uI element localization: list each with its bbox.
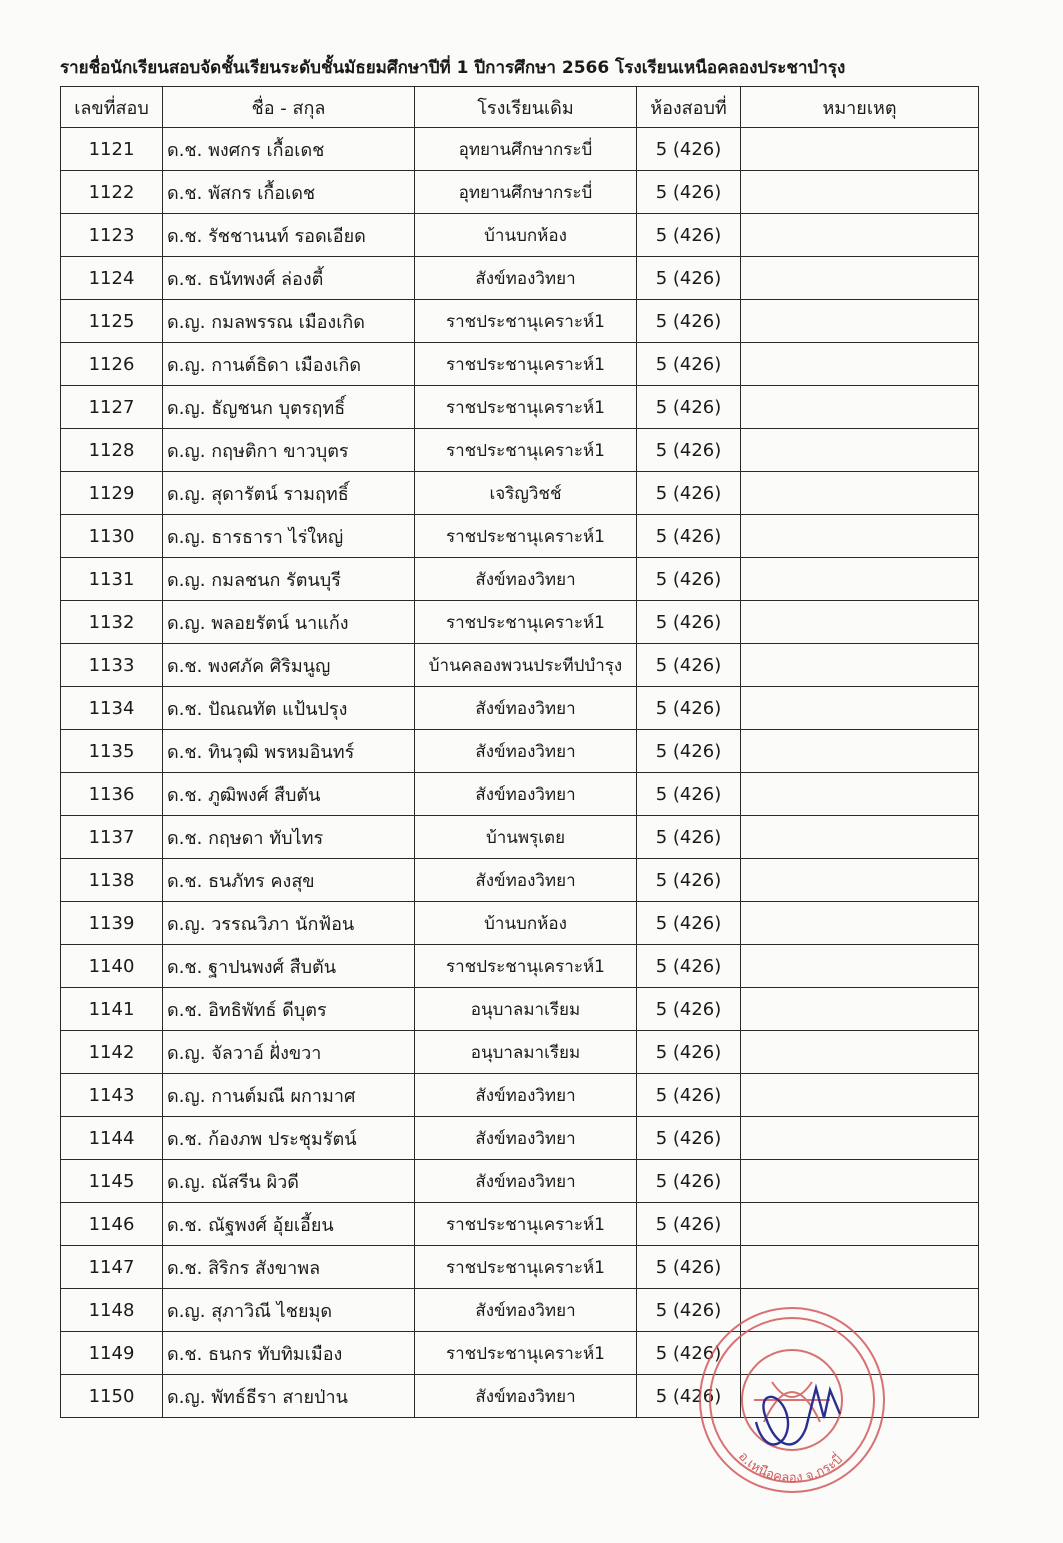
exam-number-cell: 1129 bbox=[61, 472, 163, 515]
student-name-cell: ด.ช. อิทธิพัทธ์ ดีบุตร bbox=[163, 988, 415, 1031]
remarks-cell bbox=[741, 558, 979, 601]
table-row bbox=[61, 472, 979, 515]
remarks-cell bbox=[741, 816, 979, 859]
exam-number-cell: 1135 bbox=[61, 730, 163, 773]
exam-room-cell: 5 (426) bbox=[637, 601, 741, 644]
exam-number-cell: 1141 bbox=[61, 988, 163, 1031]
exam-number-cell: 1127 bbox=[61, 386, 163, 429]
previous-school-cell: ราชประชานุเคราะห์1 bbox=[415, 300, 637, 343]
previous-school-cell: เจริญวิชช์ bbox=[415, 472, 637, 515]
table-row bbox=[61, 171, 979, 214]
previous-school-cell: ราชประชานุเคราะห์1 bbox=[415, 1203, 637, 1246]
student-name-cell: ด.ช. พงศภัค ศิริมนูญ bbox=[163, 644, 415, 687]
table-row bbox=[61, 1117, 979, 1160]
stamp-text bbox=[735, 1449, 846, 1486]
remarks-cell bbox=[741, 1246, 979, 1289]
exam-number-cell: 1131 bbox=[61, 558, 163, 601]
previous-school-cell: ราชประชานุเคราะห์1 bbox=[415, 601, 637, 644]
previous-school-cell: สังข์ทองวิทยา bbox=[415, 1074, 637, 1117]
exam-room-cell: 5 (426) bbox=[637, 1160, 741, 1203]
table-row bbox=[61, 1031, 979, 1074]
student-name-cell: ด.ช. กฤษดา ทับไทร bbox=[163, 816, 415, 859]
previous-school-cell: บ้านบกห้อง bbox=[415, 902, 637, 945]
remarks-cell bbox=[741, 1074, 979, 1117]
exam-room-cell: 5 (426) bbox=[637, 214, 741, 257]
student-name-cell: ด.ญ. กฤษติกา ขาวบุตร bbox=[163, 429, 415, 472]
exam-room-cell: 5 (426) bbox=[637, 472, 741, 515]
student-name-cell: ด.ช. รัชชานนท์ รอดเอียด bbox=[163, 214, 415, 257]
remarks-cell bbox=[741, 472, 979, 515]
student-name-cell: ด.ญ. ธัญชนก บุตรฤทธิ์ bbox=[163, 386, 415, 429]
student-name-cell: ด.ญ. วรรณวิภา นักฟ้อน bbox=[163, 902, 415, 945]
student-name-cell: ด.ช. ภูฒิพงศ์ สืบตัน bbox=[163, 773, 415, 816]
remarks-cell bbox=[741, 988, 979, 1031]
exam-number-cell: 1132 bbox=[61, 601, 163, 644]
student-name-cell: ด.ญ. กานต์มณี ผกามาศ bbox=[163, 1074, 415, 1117]
header-exam-room: ห้องสอบที่ bbox=[637, 87, 741, 128]
table-row bbox=[61, 300, 979, 343]
remarks-cell bbox=[741, 515, 979, 558]
page-title: รายชื่อนักเรียนสอบจัดชั้นเรียนระดับชั้นมัธยมศึกษาปีที่ 1 ปีการศึกษา 2566 โรงเรียนเหนือคลองประชาบำรุง bbox=[60, 58, 846, 78]
exam-number-cell: 1136 bbox=[61, 773, 163, 816]
exam-room-cell: 5 (426) bbox=[637, 257, 741, 300]
exam-number-cell: 1130 bbox=[61, 515, 163, 558]
student-name-cell: ด.ญ. ธารธารา ไร่ใหญ่ bbox=[163, 515, 415, 558]
exam-number-cell: 1137 bbox=[61, 816, 163, 859]
exam-room-cell: 5 (426) bbox=[637, 1117, 741, 1160]
table-row bbox=[61, 214, 979, 257]
student-name-cell: ด.ญ. สุภาวิณี ไชยมุด bbox=[163, 1289, 415, 1332]
remarks-cell bbox=[741, 343, 979, 386]
student-name-cell: ด.ช. ธนัทพงศ์ ล่องตี้ bbox=[163, 257, 415, 300]
student-roster-table bbox=[60, 86, 979, 1418]
table-row bbox=[61, 1074, 979, 1117]
exam-room-cell: 5 (426) bbox=[637, 902, 741, 945]
exam-number-cell: 1148 bbox=[61, 1289, 163, 1332]
student-name-cell: ด.ช. ทินวุฒิ พรหมอินทร์ bbox=[163, 730, 415, 773]
exam-number-cell: 1150 bbox=[61, 1375, 163, 1418]
exam-number-cell: 1149 bbox=[61, 1332, 163, 1375]
exam-number-cell: 1134 bbox=[61, 687, 163, 730]
exam-room-cell: 5 (426) bbox=[637, 1203, 741, 1246]
header-remarks: หมายเหตุ bbox=[741, 87, 979, 128]
previous-school-cell: สังข์ทองวิทยา bbox=[415, 257, 637, 300]
table-row bbox=[61, 1246, 979, 1289]
table-row bbox=[61, 601, 979, 644]
remarks-cell bbox=[741, 386, 979, 429]
remarks-cell bbox=[741, 300, 979, 343]
exam-number-cell: 1147 bbox=[61, 1246, 163, 1289]
remarks-cell bbox=[741, 644, 979, 687]
previous-school-cell: อนุบาลมาเรียม bbox=[415, 988, 637, 1031]
exam-number-cell: 1146 bbox=[61, 1203, 163, 1246]
header-previous-school: โรงเรียนเดิม bbox=[415, 87, 637, 128]
exam-room-cell: 5 (426) bbox=[637, 1289, 741, 1332]
remarks-cell bbox=[741, 945, 979, 988]
exam-room-cell: 5 (426) bbox=[637, 128, 741, 171]
table-row bbox=[61, 558, 979, 601]
table-row bbox=[61, 429, 979, 472]
exam-room-cell: 5 (426) bbox=[637, 429, 741, 472]
exam-number-cell: 1139 bbox=[61, 902, 163, 945]
student-name-cell: ด.ญ. พลอยรัตน์ นาแก้ง bbox=[163, 601, 415, 644]
table-row bbox=[61, 687, 979, 730]
table-row bbox=[61, 343, 979, 386]
previous-school-cell: ราชประชานุเคราะห์1 bbox=[415, 1246, 637, 1289]
previous-school-cell: ราชประชานุเคราะห์1 bbox=[415, 429, 637, 472]
student-name-cell: ด.ญ. สุดารัตน์ รามฤทธิ์ bbox=[163, 472, 415, 515]
remarks-cell bbox=[741, 601, 979, 644]
remarks-cell bbox=[741, 730, 979, 773]
exam-room-cell: 5 (426) bbox=[637, 1375, 741, 1418]
previous-school-cell: สังข์ทองวิทยา bbox=[415, 1117, 637, 1160]
remarks-cell bbox=[741, 1031, 979, 1074]
table-row bbox=[61, 128, 979, 171]
student-name-cell: ด.ช. ธนกร ทับทิมเมือง bbox=[163, 1332, 415, 1375]
student-name-cell: ด.ช. ธนภัทร คงสุข bbox=[163, 859, 415, 902]
previous-school-cell: สังข์ทองวิทยา bbox=[415, 773, 637, 816]
stamp-text-path: อ.เหนือคลอง จ.กระบี่ bbox=[735, 1449, 846, 1487]
table-row bbox=[61, 257, 979, 300]
previous-school-cell: สังข์ทองวิทยา bbox=[415, 1160, 637, 1203]
table-row bbox=[61, 773, 979, 816]
exam-room-cell: 5 (426) bbox=[637, 558, 741, 601]
exam-room-cell: 5 (426) bbox=[637, 945, 741, 988]
exam-number-cell: 1128 bbox=[61, 429, 163, 472]
exam-room-cell: 5 (426) bbox=[637, 1074, 741, 1117]
table-row bbox=[61, 386, 979, 429]
exam-number-cell: 1142 bbox=[61, 1031, 163, 1074]
remarks-cell bbox=[741, 1160, 979, 1203]
exam-number-cell: 1123 bbox=[61, 214, 163, 257]
student-name-cell: ด.ช. พัสกร เกื้อเดช bbox=[163, 171, 415, 214]
student-name-cell: ด.ญ. กมลพรรณ เมืองเกิด bbox=[163, 300, 415, 343]
previous-school-cell: บ้านคลองพวนประทีปบำรุง bbox=[415, 644, 637, 687]
remarks-cell bbox=[741, 902, 979, 945]
table-row bbox=[61, 1203, 979, 1246]
exam-room-cell: 5 (426) bbox=[637, 730, 741, 773]
student-name-cell: ด.ญ. พัทธ์ธีรา สายป่าน bbox=[163, 1375, 415, 1418]
student-name-cell: ด.ช. ฐาปนพงศ์ สืบตัน bbox=[163, 945, 415, 988]
exam-number-cell: 1133 bbox=[61, 644, 163, 687]
school-seal-stamp bbox=[694, 1302, 890, 1498]
exam-room-cell: 5 (426) bbox=[637, 386, 741, 429]
previous-school-cell: ราชประชานุเคราะห์1 bbox=[415, 343, 637, 386]
exam-room-cell: 5 (426) bbox=[637, 515, 741, 558]
remarks-cell bbox=[741, 1117, 979, 1160]
remarks-cell bbox=[741, 687, 979, 730]
previous-school-cell: บ้านบกห้อง bbox=[415, 214, 637, 257]
previous-school-cell: บ้านพรุเตย bbox=[415, 816, 637, 859]
exam-number-cell: 1122 bbox=[61, 171, 163, 214]
previous-school-cell: อนุบาลมาเรียม bbox=[415, 1031, 637, 1074]
previous-school-cell: สังข์ทองวิทยา bbox=[415, 859, 637, 902]
student-name-cell: ด.ญ. จัลวาอ์ ฝั่งขวา bbox=[163, 1031, 415, 1074]
table-row bbox=[61, 859, 979, 902]
student-name-cell: ด.ช. ปัณณทัต แป้นปรุง bbox=[163, 687, 415, 730]
exam-room-cell: 5 (426) bbox=[637, 1031, 741, 1074]
header-exam-number: เลขที่สอบ bbox=[61, 87, 163, 128]
previous-school-cell: สังข์ทองวิทยา bbox=[415, 558, 637, 601]
remarks-cell bbox=[741, 257, 979, 300]
exam-room-cell: 5 (426) bbox=[637, 171, 741, 214]
previous-school-cell: อุทยานศึกษากระบี่ bbox=[415, 171, 637, 214]
table-header-row bbox=[61, 87, 979, 128]
exam-room-cell: 5 (426) bbox=[637, 687, 741, 730]
table-row bbox=[61, 644, 979, 687]
previous-school-cell: ราชประชานุเคราะห์1 bbox=[415, 945, 637, 988]
exam-room-cell: 5 (426) bbox=[637, 343, 741, 386]
previous-school-cell: สังข์ทองวิทยา bbox=[415, 1289, 637, 1332]
exam-room-cell: 5 (426) bbox=[637, 644, 741, 687]
student-name-cell: ด.ญ. กานต์ธิดา เมืองเกิด bbox=[163, 343, 415, 386]
student-name-cell: ด.ช. สิริกร สังขาพล bbox=[163, 1246, 415, 1289]
table-row bbox=[61, 515, 979, 558]
previous-school-cell: อุทยานศึกษากระบี่ bbox=[415, 128, 637, 171]
exam-number-cell: 1144 bbox=[61, 1117, 163, 1160]
exam-room-cell: 5 (426) bbox=[637, 816, 741, 859]
table-row bbox=[61, 902, 979, 945]
student-name-cell: ด.ญ. กมลชนก รัตนบุรี bbox=[163, 558, 415, 601]
table-row bbox=[61, 816, 979, 859]
exam-room-cell: 5 (426) bbox=[637, 773, 741, 816]
student-name-cell: ด.ช. ณัฐพงศ์ อุ้ยเอี้ยน bbox=[163, 1203, 415, 1246]
remarks-cell bbox=[741, 1203, 979, 1246]
header-full-name: ชื่อ - สกุล bbox=[163, 87, 415, 128]
previous-school-cell: ราชประชานุเคราะห์1 bbox=[415, 515, 637, 558]
previous-school-cell: ราชประชานุเคราะห์1 bbox=[415, 1332, 637, 1375]
table-row bbox=[61, 988, 979, 1031]
student-name-cell: ด.ญ. ณัสรีน ผิวดี bbox=[163, 1160, 415, 1203]
table-row bbox=[61, 945, 979, 988]
exam-number-cell: 1138 bbox=[61, 859, 163, 902]
previous-school-cell: สังข์ทองวิทยา bbox=[415, 1375, 637, 1418]
previous-school-cell: สังข์ทองวิทยา bbox=[415, 687, 637, 730]
exam-number-cell: 1125 bbox=[61, 300, 163, 343]
previous-school-cell: สังข์ทองวิทยา bbox=[415, 730, 637, 773]
exam-number-cell: 1143 bbox=[61, 1074, 163, 1117]
exam-number-cell: 1145 bbox=[61, 1160, 163, 1203]
remarks-cell bbox=[741, 214, 979, 257]
student-name-cell: ด.ช. พงศกร เกื้อเดช bbox=[163, 128, 415, 171]
exam-number-cell: 1121 bbox=[61, 128, 163, 171]
remarks-cell bbox=[741, 859, 979, 902]
previous-school-cell: ราชประชานุเคราะห์1 bbox=[415, 386, 637, 429]
remarks-cell bbox=[741, 773, 979, 816]
remarks-cell bbox=[741, 128, 979, 171]
remarks-cell bbox=[741, 429, 979, 472]
table-row bbox=[61, 730, 979, 773]
exam-room-cell: 5 (426) bbox=[637, 988, 741, 1031]
exam-room-cell: 5 (426) bbox=[637, 1246, 741, 1289]
exam-number-cell: 1126 bbox=[61, 343, 163, 386]
exam-number-cell: 1140 bbox=[61, 945, 163, 988]
remarks-cell bbox=[741, 171, 979, 214]
exam-room-cell: 5 (426) bbox=[637, 1332, 741, 1375]
exam-room-cell: 5 (426) bbox=[637, 300, 741, 343]
student-name-cell: ด.ช. ก้องภพ ประชุมรัตน์ bbox=[163, 1117, 415, 1160]
exam-number-cell: 1124 bbox=[61, 257, 163, 300]
exam-room-cell: 5 (426) bbox=[637, 859, 741, 902]
table-row bbox=[61, 1160, 979, 1203]
